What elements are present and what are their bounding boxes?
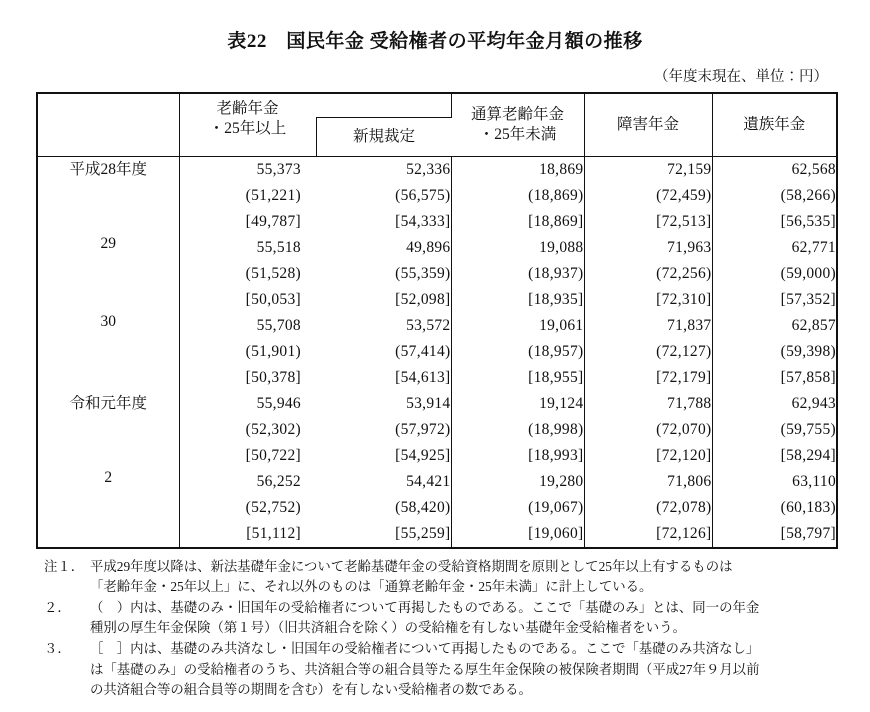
- cell-survivor-paren: (59,398): [780, 343, 836, 360]
- cell-new-award: 49,896: [315, 235, 451, 261]
- header-tsusan-pension: [451, 93, 584, 157]
- cell-survivor: 62,771: [791, 239, 836, 256]
- cell-survivor: 62,568: [791, 161, 836, 178]
- cell-survivor-bracket: [58,294]: [780, 447, 836, 464]
- cell-tsusan-paren: (18,937): [451, 261, 584, 287]
- cell-tsusan-paren: (18,998): [451, 417, 584, 443]
- footnote-3-line-1: ［ ］内は、基礎のみ共済なし・旧国年の受給権者について再掲したものである。ここで「基礎のみ共済なし」: [90, 641, 760, 657]
- header-year-column: [37, 93, 179, 157]
- header-row: [37, 93, 837, 157]
- cell-disability-paren: (72,127): [584, 339, 712, 365]
- cell-survivor-bracket: [57,352]: [780, 291, 836, 308]
- page-title: 表22 国民年金 受給権者の平均年金月額の推移: [227, 31, 643, 52]
- footnotes: [44, 557, 840, 700]
- cell-disability-bracket: [72,513]: [584, 209, 712, 235]
- table-header: [37, 93, 837, 157]
- cell-tsusan-bracket: [18,993]: [451, 443, 584, 469]
- cell-old-age-bracket: [51,112]: [246, 525, 301, 542]
- pension-statistics-table: [36, 92, 838, 549]
- cell-tsusan: 19,061: [451, 313, 584, 339]
- header-survivor-pension: 遺族年金: [712, 93, 837, 157]
- cell-old-age: 55,373: [256, 161, 301, 178]
- cell-tsusan: 19,280: [451, 469, 584, 495]
- header-tsusan-line1: 通算老齢年金: [470, 106, 564, 124]
- cell-new-award-paren: (57,414): [315, 339, 451, 365]
- footnote-2: [44, 598, 840, 638]
- footnote-1-line-1: 平成29年度以降は、新法基礎年金について老齢基礎年金の受給資格期間を原則として25年以上有するものは: [90, 559, 733, 574]
- cell-disability-bracket: [72,179]: [584, 365, 712, 391]
- cell-old-age-paren: (52,752): [245, 499, 301, 516]
- cell-disability: 71,963: [584, 235, 712, 261]
- footnote-3-line-3: の共済組合等の組合員等の期間を含む）を有しない受給権者の数である。: [90, 681, 532, 697]
- cell-old-age-paren: (51,901): [245, 343, 301, 360]
- cell-new-award-paren: (55,359): [315, 261, 451, 287]
- footnote-1-body: [90, 557, 840, 597]
- cell-survivor-bracket: [58,797]: [780, 525, 836, 542]
- cell-old-age: 55,518: [256, 239, 301, 256]
- cell-survivor: 63,110: [792, 473, 836, 490]
- cell-new-award-bracket: [54,925]: [315, 443, 451, 469]
- footnote-2-line-2: 種別の厚生年金保険（第１号）（旧共済組合を除く）の受給権を有しない基礎年金受給権者をいう。: [90, 620, 686, 636]
- cell-tsusan-bracket: [18,869]: [451, 209, 584, 235]
- row-year-label: 令和元年度: [37, 391, 179, 469]
- cell-disability-paren: (72,256): [584, 261, 712, 287]
- header-old-age-pension-label: [180, 99, 316, 139]
- table-row: [37, 157, 837, 184]
- header-tsusan-line2: ・25年未満: [478, 126, 557, 143]
- cell-disability-paren: (72,070): [584, 417, 712, 443]
- footnote-3: [44, 639, 840, 699]
- cell-tsusan-paren: (18,869): [451, 183, 584, 209]
- cell-survivor-paren: (59,000): [780, 265, 836, 282]
- cell-old-age-paren: (52,302): [245, 421, 301, 438]
- footnote-2-line-1: （ ）内は、基礎のみ・旧国年の受給権者について再掲したものである。ここで「基礎のみ」とは、同一の年金: [90, 600, 760, 616]
- table-container: [36, 92, 836, 549]
- cell-survivor-paren: (59,755): [780, 421, 836, 438]
- cell-survivor-paren: (58,266): [780, 187, 836, 204]
- unit-note: （年度末現在、単位：円）: [654, 69, 828, 85]
- cell-new-award-paren: (56,575): [315, 183, 451, 209]
- cell-new-award-bracket: [55,259]: [315, 521, 451, 548]
- footnote-1: [44, 557, 840, 597]
- cell-new-award-bracket: [52,098]: [315, 287, 451, 313]
- cell-old-age-bracket: [49,787]: [245, 213, 301, 230]
- cell-tsusan-paren: (19,067): [451, 495, 584, 521]
- cell-new-award-paren: (57,972): [315, 417, 451, 443]
- cell-new-award: 52,336: [315, 157, 451, 184]
- cell-tsusan-bracket: [18,935]: [451, 287, 584, 313]
- cell-disability: 72,159: [584, 157, 712, 184]
- cell-survivor-paren: (60,183): [780, 499, 836, 516]
- cell-old-age: 56,252: [256, 473, 301, 490]
- cell-disability-bracket: [72,310]: [584, 287, 712, 313]
- header-old-age-pension-group: [179, 93, 451, 157]
- cell-old-age-bracket: [50,053]: [245, 291, 301, 308]
- cell-new-award: 53,572: [315, 313, 451, 339]
- cell-survivor: 62,857: [791, 317, 836, 334]
- header-old-age-line2: ・25年以上: [208, 120, 287, 138]
- cell-old-age-paren: (51,221): [245, 187, 301, 204]
- cell-tsusan-bracket: [19,060]: [451, 521, 584, 548]
- cell-new-award: 54,421: [315, 469, 451, 495]
- cell-tsusan: 19,124: [451, 391, 584, 417]
- header-disability-pension: 障害年金: [584, 93, 712, 157]
- row-year-label: 29: [37, 235, 179, 313]
- footnote-3-body: [90, 639, 840, 699]
- cell-new-award: 53,914: [315, 391, 451, 417]
- header-new-award-subcolumn: 新規裁定: [316, 117, 452, 156]
- table-row: [37, 469, 837, 495]
- header-old-age-line1: 老齢年金: [216, 100, 279, 117]
- cell-old-age-bracket: [50,378]: [245, 369, 301, 386]
- cell-survivor-bracket: [56,535]: [780, 213, 836, 230]
- cell-disability-bracket: [72,126]: [584, 521, 712, 548]
- cell-disability: 71,837: [584, 313, 712, 339]
- footnote-2-body: [90, 598, 840, 638]
- footnote-3-label: ３．: [44, 641, 71, 657]
- cell-survivor-bracket: [57,858]: [780, 369, 836, 386]
- cell-disability-paren: (72,078): [584, 495, 712, 521]
- footnote-1-label: 注１．: [44, 559, 85, 574]
- table-body: [37, 157, 837, 549]
- footnote-3-line-2: は「基礎のみ」の受給権者のうち、共済組合等の組合員等たる厚生年金保険の被保険者期間（平成27年９月以前: [90, 661, 760, 677]
- cell-disability-bracket: [72,120]: [584, 443, 712, 469]
- cell-disability: 71,806: [584, 469, 712, 495]
- row-year-label: 30: [37, 313, 179, 391]
- cell-old-age: 55,708: [256, 317, 301, 334]
- footnote-1-line-2: 「老齢年金・25年以上」に、それ以外のものは「通算老齢年金・25年未満」に計上している。: [90, 579, 653, 595]
- cell-old-age-paren: (51,528): [245, 265, 301, 282]
- cell-tsusan: 18,869: [451, 157, 584, 184]
- cell-tsusan-bracket: [18,955]: [451, 365, 584, 391]
- cell-survivor: 62,943: [791, 395, 836, 412]
- cell-new-award-bracket: [54,613]: [315, 365, 451, 391]
- row-year-label: 2: [37, 469, 179, 548]
- cell-disability-paren: (72,459): [584, 183, 712, 209]
- cell-new-award-paren: (58,420): [315, 495, 451, 521]
- cell-old-age-bracket: [50,722]: [245, 447, 301, 464]
- page-root: [0, 26, 870, 712]
- cell-disability: 71,788: [584, 391, 712, 417]
- cell-old-age: 55,946: [256, 395, 301, 412]
- table-row: [37, 391, 837, 417]
- table-row: [37, 313, 837, 339]
- cell-tsusan-paren: (18,957): [451, 339, 584, 365]
- footnote-2-label: ２．: [44, 600, 71, 616]
- cell-tsusan: 19,088: [451, 235, 584, 261]
- row-year-label: 平成28年度: [37, 157, 179, 236]
- cell-new-award-bracket: [54,333]: [315, 209, 451, 235]
- table-row: [37, 235, 837, 261]
